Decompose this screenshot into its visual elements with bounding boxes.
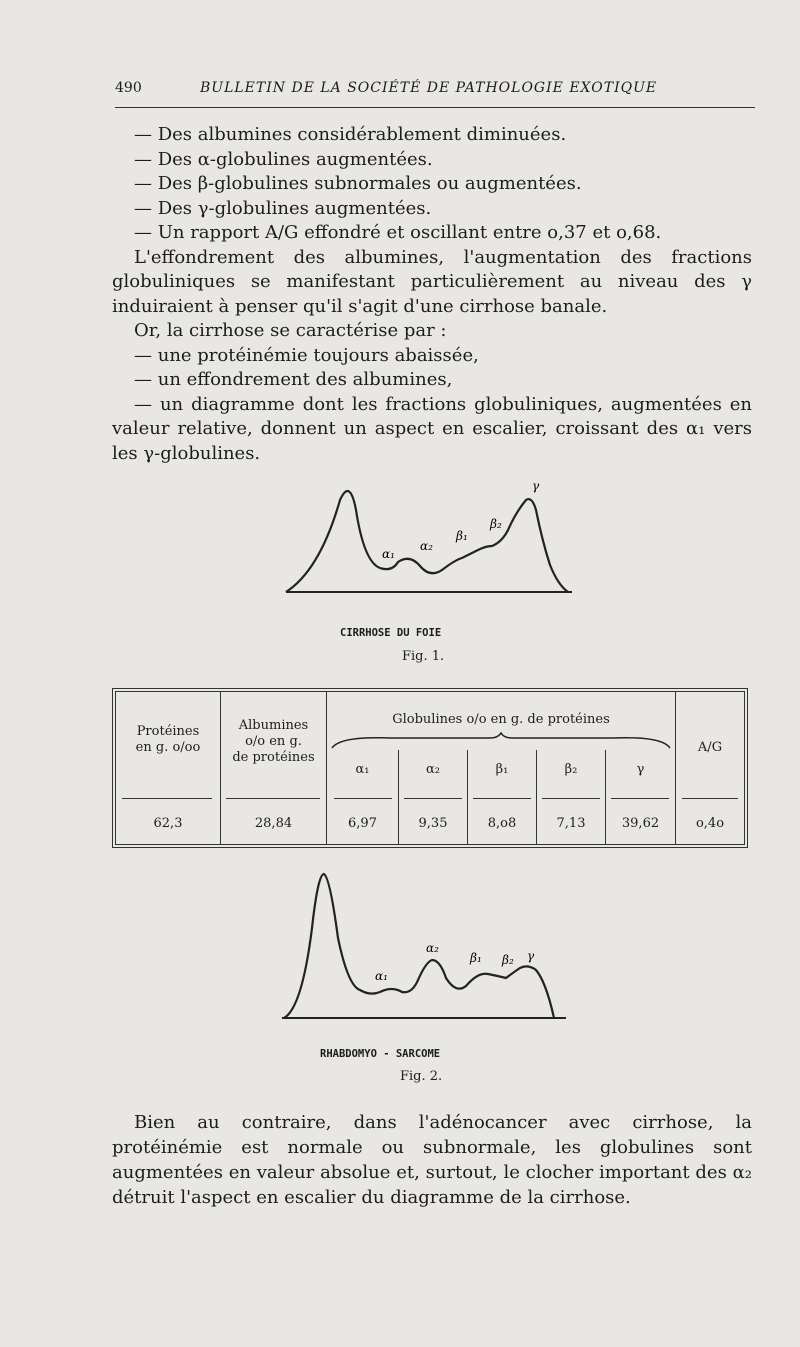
figure-1-label: Fig. 1. [402, 649, 445, 664]
figure-2-label: Fig. 2. [400, 1069, 443, 1084]
header-gamma: γ [636, 762, 645, 777]
table-cell: 28,84 [254, 816, 293, 831]
findings-list [112, 123, 752, 466]
peak-label: α₁ [382, 547, 395, 561]
list-item: — Des albumines considérablement diminuées. [134, 124, 567, 145]
page-number: 490 [115, 80, 142, 96]
header-beta1: β₁ [495, 762, 509, 777]
proteins-table [112, 688, 748, 848]
table-cell: o,4o [695, 816, 725, 831]
table-cell: 9,35 [418, 816, 448, 831]
peak-label: γ [532, 479, 540, 493]
list-item: — Des α-globulines augmentées. [134, 148, 433, 170]
header-alpha2: α₂ [426, 762, 440, 777]
table-cell: 8,o8 [487, 816, 517, 831]
header-rule [115, 107, 755, 108]
figure-1-curve [280, 470, 580, 600]
peak-label: α₁ [375, 969, 388, 983]
peak-label: γ [527, 949, 535, 963]
header-globulines: Globulines o/o en g. de protéines [392, 712, 610, 727]
peak-label: α₂ [426, 941, 439, 955]
header-beta2: β₂ [564, 762, 578, 777]
peak-label: α₂ [420, 539, 433, 553]
header-ag: A/G [697, 740, 723, 755]
header-proteines: Protéines en g. o/oo [135, 724, 201, 755]
list-item: — un effondrement des albumines, [134, 369, 453, 390]
figure-1-caption: CIRRHOSE DU FOIE [340, 627, 442, 639]
header-albumines: Albumines o/o en g. de protéines [232, 718, 315, 765]
table-cell: 6,97 [348, 816, 377, 831]
paragraph-adenocancer: Bien au contraire, dans l'adénocancer avec cirrhose, la protéinémie est normale ou subnormale, les globulines sont augmentées en valeur absolue et, surtout, le clocher important des α₂ détruit l'aspect en escalier du diagramme de la cirrhose. [112, 1112, 752, 1208]
paragraph-effondrement: L'effondrement des albumines, l'augmentation des fractions globuliniques se manifestant particulièrement au niveau des γ induiraient à penser qu'il s'agit d'une cirrhose banale. [112, 246, 752, 317]
peak-label: β₁ [456, 529, 468, 543]
peak-label: β₂ [490, 517, 502, 531]
peak-label: β₂ [502, 953, 514, 967]
header-alpha1: α₁ [355, 762, 370, 777]
figure-2-curve [280, 868, 570, 1028]
globulines-brace [330, 732, 672, 750]
running-header [115, 80, 755, 102]
list-item: — Des β-globulines subnormales ou augmentées. [134, 173, 582, 194]
journal-title: BULLETIN DE LA SOCIÉTÉ DE PATHOLOGIE EXOTIQUE [200, 80, 658, 96]
figure-2-caption: RHABDOMYO - SARCOME [320, 1048, 441, 1060]
peak-label: β₁ [470, 951, 482, 965]
table-cell: 62,3 [153, 816, 183, 831]
cirrhosis-intro: Or, la cirrhose se caractérise par : [134, 320, 447, 341]
table-cell: 7,13 [556, 816, 586, 831]
table-cell: 39,62 [621, 816, 660, 831]
list-item: — une protéinémie toujours abaissée, [134, 344, 479, 366]
paragraph-diagram: — un diagramme dont les fractions globuliniques, augmentées en valeur relative, donnent un aspect en escalier, croissant des α₁ vers les γ-globulines. [112, 393, 752, 464]
list-item: — Un rapport A/G effondré et oscillant entre o,37 et o,68. [134, 222, 662, 243]
list-item: — Des γ-globulines augmentées. [134, 197, 432, 219]
